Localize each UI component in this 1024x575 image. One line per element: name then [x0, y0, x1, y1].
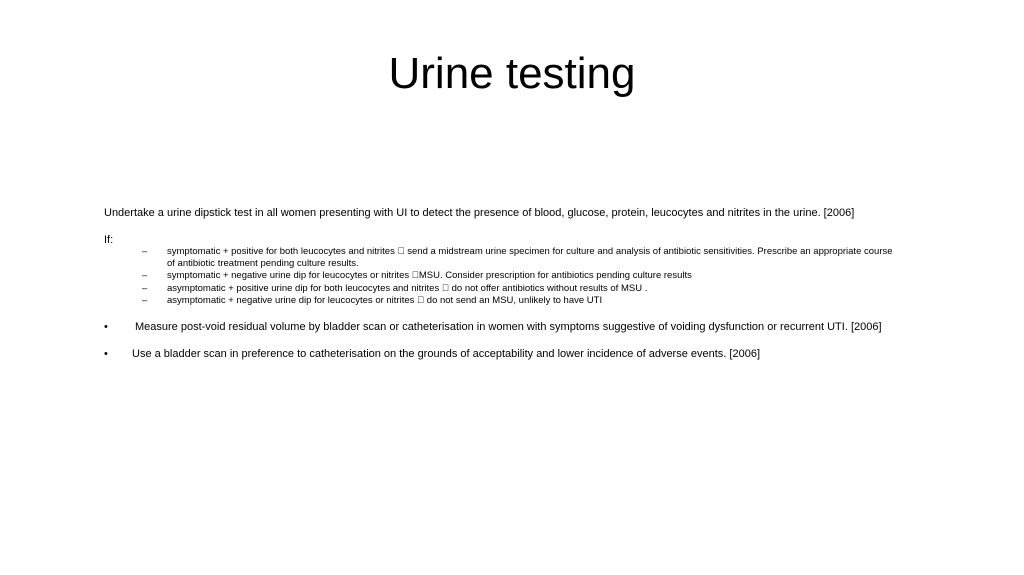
- bullet-item: [104, 347, 760, 361]
- condition-item: [142, 295, 902, 307]
- bullet-marker: •: [104, 348, 108, 360]
- intro-paragraph: Undertake a urine dipstick test in all women presenting with UI to detect the presence of blood, glucose, protein, leucocytes and nitrites in the urine. [2006]: [104, 207, 855, 219]
- bullet-text: Use a bladder scan in preference to catheterisation on the grounds of acceptability and lower incidence of adverse events. [2006]: [132, 348, 760, 360]
- dash-marker: –: [142, 295, 148, 306]
- bullet-item: [104, 320, 882, 334]
- condition-text: symptomatic + negative urine dip for leucocytes or nitrites MSU. Consider prescription for antibiotics pending culture results: [167, 270, 685, 281]
- if-label: If:: [104, 234, 114, 246]
- condition-item: [142, 246, 902, 269]
- bullet-text: Measure post-void residual volume by bladder scan or catheterisation in women with symptoms suggestive of voiding dysfunction or recurrent UTI. [2006]: [135, 321, 882, 333]
- condition-item: [142, 283, 902, 295]
- dash-marker: –: [142, 246, 148, 257]
- condition-item: [142, 270, 902, 282]
- condition-text: asymptomatic + positive urine dip for both leucocytes and nitrites do not offer antibiotics without results of MSU .: [167, 282, 638, 294]
- condition-list: [142, 246, 902, 308]
- dash-marker: –: [142, 282, 148, 294]
- condition-text: symptomatic + positive for both leucocytes and nitrites send a midstream urine specimen for culture and analysis of antibiotic sensitivities. Prescribe an appropriate course of antibiotic treatment pending culture results.: [167, 246, 894, 269]
- slide-title: Urine testing: [388, 49, 636, 98]
- condition-text: asymptomatic + negative urine dip for leucocytes or nitrites do not send an MSU, unlikely to have UTI: [167, 295, 593, 306]
- bullet-marker: •: [104, 321, 108, 333]
- dash-marker: –: [142, 270, 148, 281]
